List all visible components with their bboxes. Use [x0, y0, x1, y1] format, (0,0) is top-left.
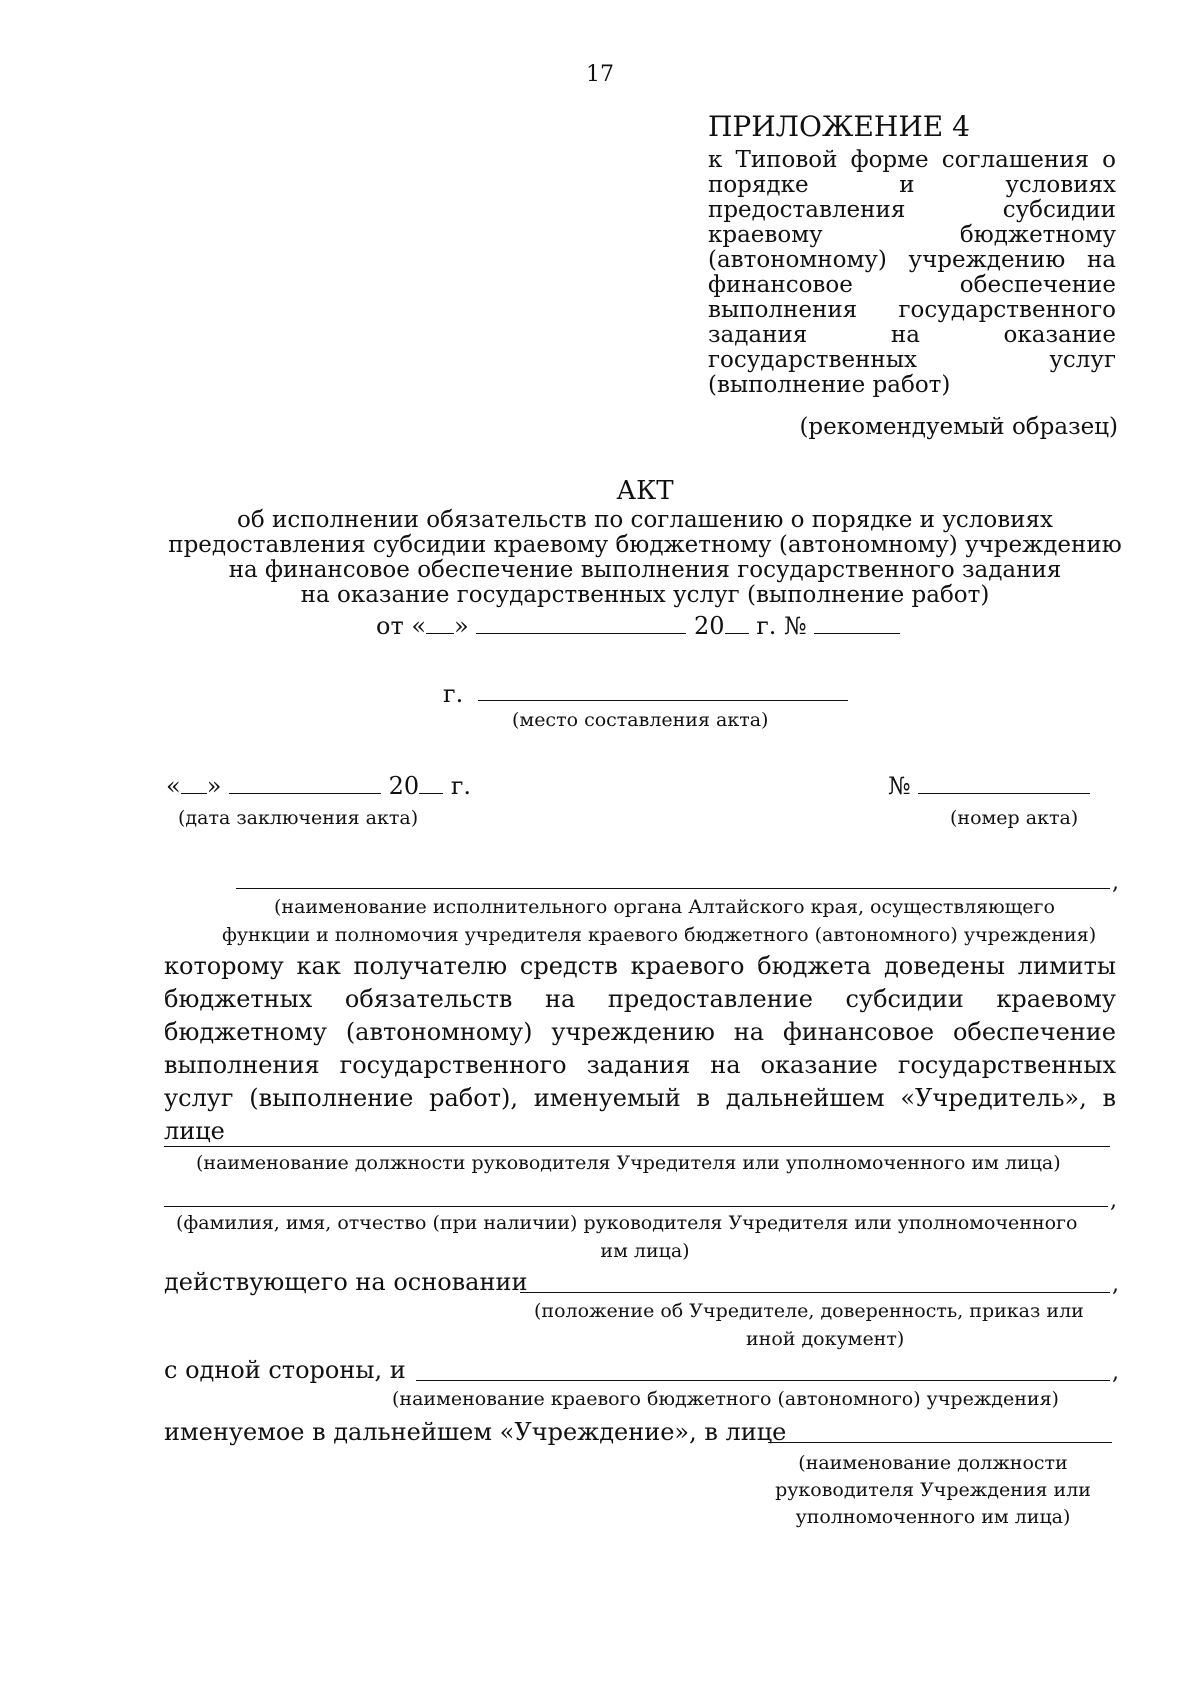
- basis-comma: ,: [1112, 1272, 1119, 1297]
- conclusion-date-line: [166, 772, 471, 800]
- year-prefix: 20: [388, 772, 420, 800]
- close-quote: »: [454, 612, 469, 640]
- organ-caption-2: функции и полномочия учредителя краевого бюджетного (автономного) учреждения): [222, 924, 1097, 946]
- month-blank: [476, 632, 686, 634]
- founder-name-caption-2: им лица): [600, 1240, 690, 1262]
- day-blank: [426, 632, 454, 634]
- number-blank: [918, 792, 1090, 794]
- g-label: г.: [450, 772, 472, 800]
- act-subtitle-line: на финансовое обеспечение выполнения государственного задания: [228, 557, 1062, 583]
- institution-name-caption: (наименование краевого бюджетного (автономного) учреждения): [392, 1388, 1059, 1410]
- organ-comma: ,: [1112, 870, 1119, 895]
- act-title: АКТ: [616, 476, 674, 506]
- side-comma: ,: [1112, 1360, 1119, 1385]
- act-date-line: [376, 612, 900, 640]
- organ-blank: [236, 888, 1110, 889]
- day-blank: [181, 792, 207, 794]
- open-quote: «: [166, 772, 181, 800]
- page-number: 17: [586, 62, 614, 87]
- institution-head-caption-3: уполномоченного им лица): [795, 1506, 1071, 1528]
- side-label: с одной стороны, и: [164, 1356, 406, 1384]
- institution-label: именуемое в дальнейшем «Учреждение», в лице: [164, 1418, 787, 1446]
- g-number-label: г. №: [756, 612, 807, 640]
- act-subtitle: [0, 508, 1200, 608]
- basis-caption-1: (положение об Учредителе, доверенность, приказ или: [534, 1300, 1084, 1322]
- institution-name-blank: [416, 1380, 1110, 1381]
- basis-label: действующего на основании: [164, 1268, 528, 1296]
- act-number-line: [888, 772, 1090, 800]
- appendix-title: ПРИЛОЖЕНИЕ 4: [708, 110, 970, 143]
- founder-position-blank: [164, 1146, 1110, 1147]
- act-number-blank: [814, 632, 900, 634]
- place-blank: [478, 700, 848, 701]
- institution-head-caption-2: руководителя Учреждения или: [775, 1479, 1091, 1501]
- founder-name-blank: [164, 1206, 1108, 1207]
- year-blank: [419, 792, 443, 794]
- paragraph-founder: которому как получателю средств краевого бюджета доведены лимиты бюджетных обязательств на предоставление субсидии краевому бюджетному (автономному) учреждению на финансовое обеспечение выполнения государственного задания на оказание государственных услуг (выполнение работ), именуемый в дальнейшем «Учредитель», в лице: [164, 952, 1116, 1145]
- appendix-text: к Типовой форме соглашения о порядке и условиях предоставления субсидии краевому бюджетному (автономному) учреждению на финансовое обеспечение выполнения государственного задания на оказание государственных услуг (выполнение работ): [708, 147, 1116, 398]
- conclusion-date-caption: (дата заключения акта): [178, 807, 419, 829]
- institution-head-caption-1: (наименование должности: [798, 1452, 1068, 1474]
- organ-caption-1: (наименование исполнительного органа Алтайского края, осуществляющего: [274, 896, 1055, 918]
- month-blank: [229, 792, 381, 794]
- act-subtitle-line: об исполнении обязательств по соглашению о порядке и условиях: [237, 507, 1053, 533]
- recommended-sample-label: (рекомендуемый образец): [799, 414, 1118, 440]
- act-subtitle-line: на оказание государственных услуг (выполнение работ): [300, 582, 990, 608]
- close-quote: »: [206, 772, 222, 800]
- basis-caption-2: иной документ): [746, 1328, 905, 1350]
- founder-name-caption-1: (фамилия, имя, отчество (при наличии) руководителя Учредителя или уполномоченного: [176, 1212, 1078, 1234]
- number-sign: №: [888, 772, 911, 800]
- from-label: от «: [376, 612, 427, 640]
- place-prefix: г.: [443, 680, 464, 708]
- year-prefix: 20: [694, 612, 725, 640]
- founder-position-caption: (наименование должности руководителя Учредителя или уполномоченного им лица): [196, 1152, 1061, 1174]
- act-number-caption: (номер акта): [950, 807, 1079, 829]
- institution-head-caption: [770, 1450, 1096, 1531]
- place-caption: (место составления акта): [512, 709, 769, 731]
- founder-name-comma: ,: [1110, 1188, 1117, 1213]
- act-subtitle-line: предоставления субсидии краевому бюджетному (автономному) учреждению: [168, 532, 1122, 558]
- year-blank: [725, 632, 749, 634]
- basis-blank: [520, 1292, 1110, 1293]
- institution-head-blank: [768, 1442, 1112, 1443]
